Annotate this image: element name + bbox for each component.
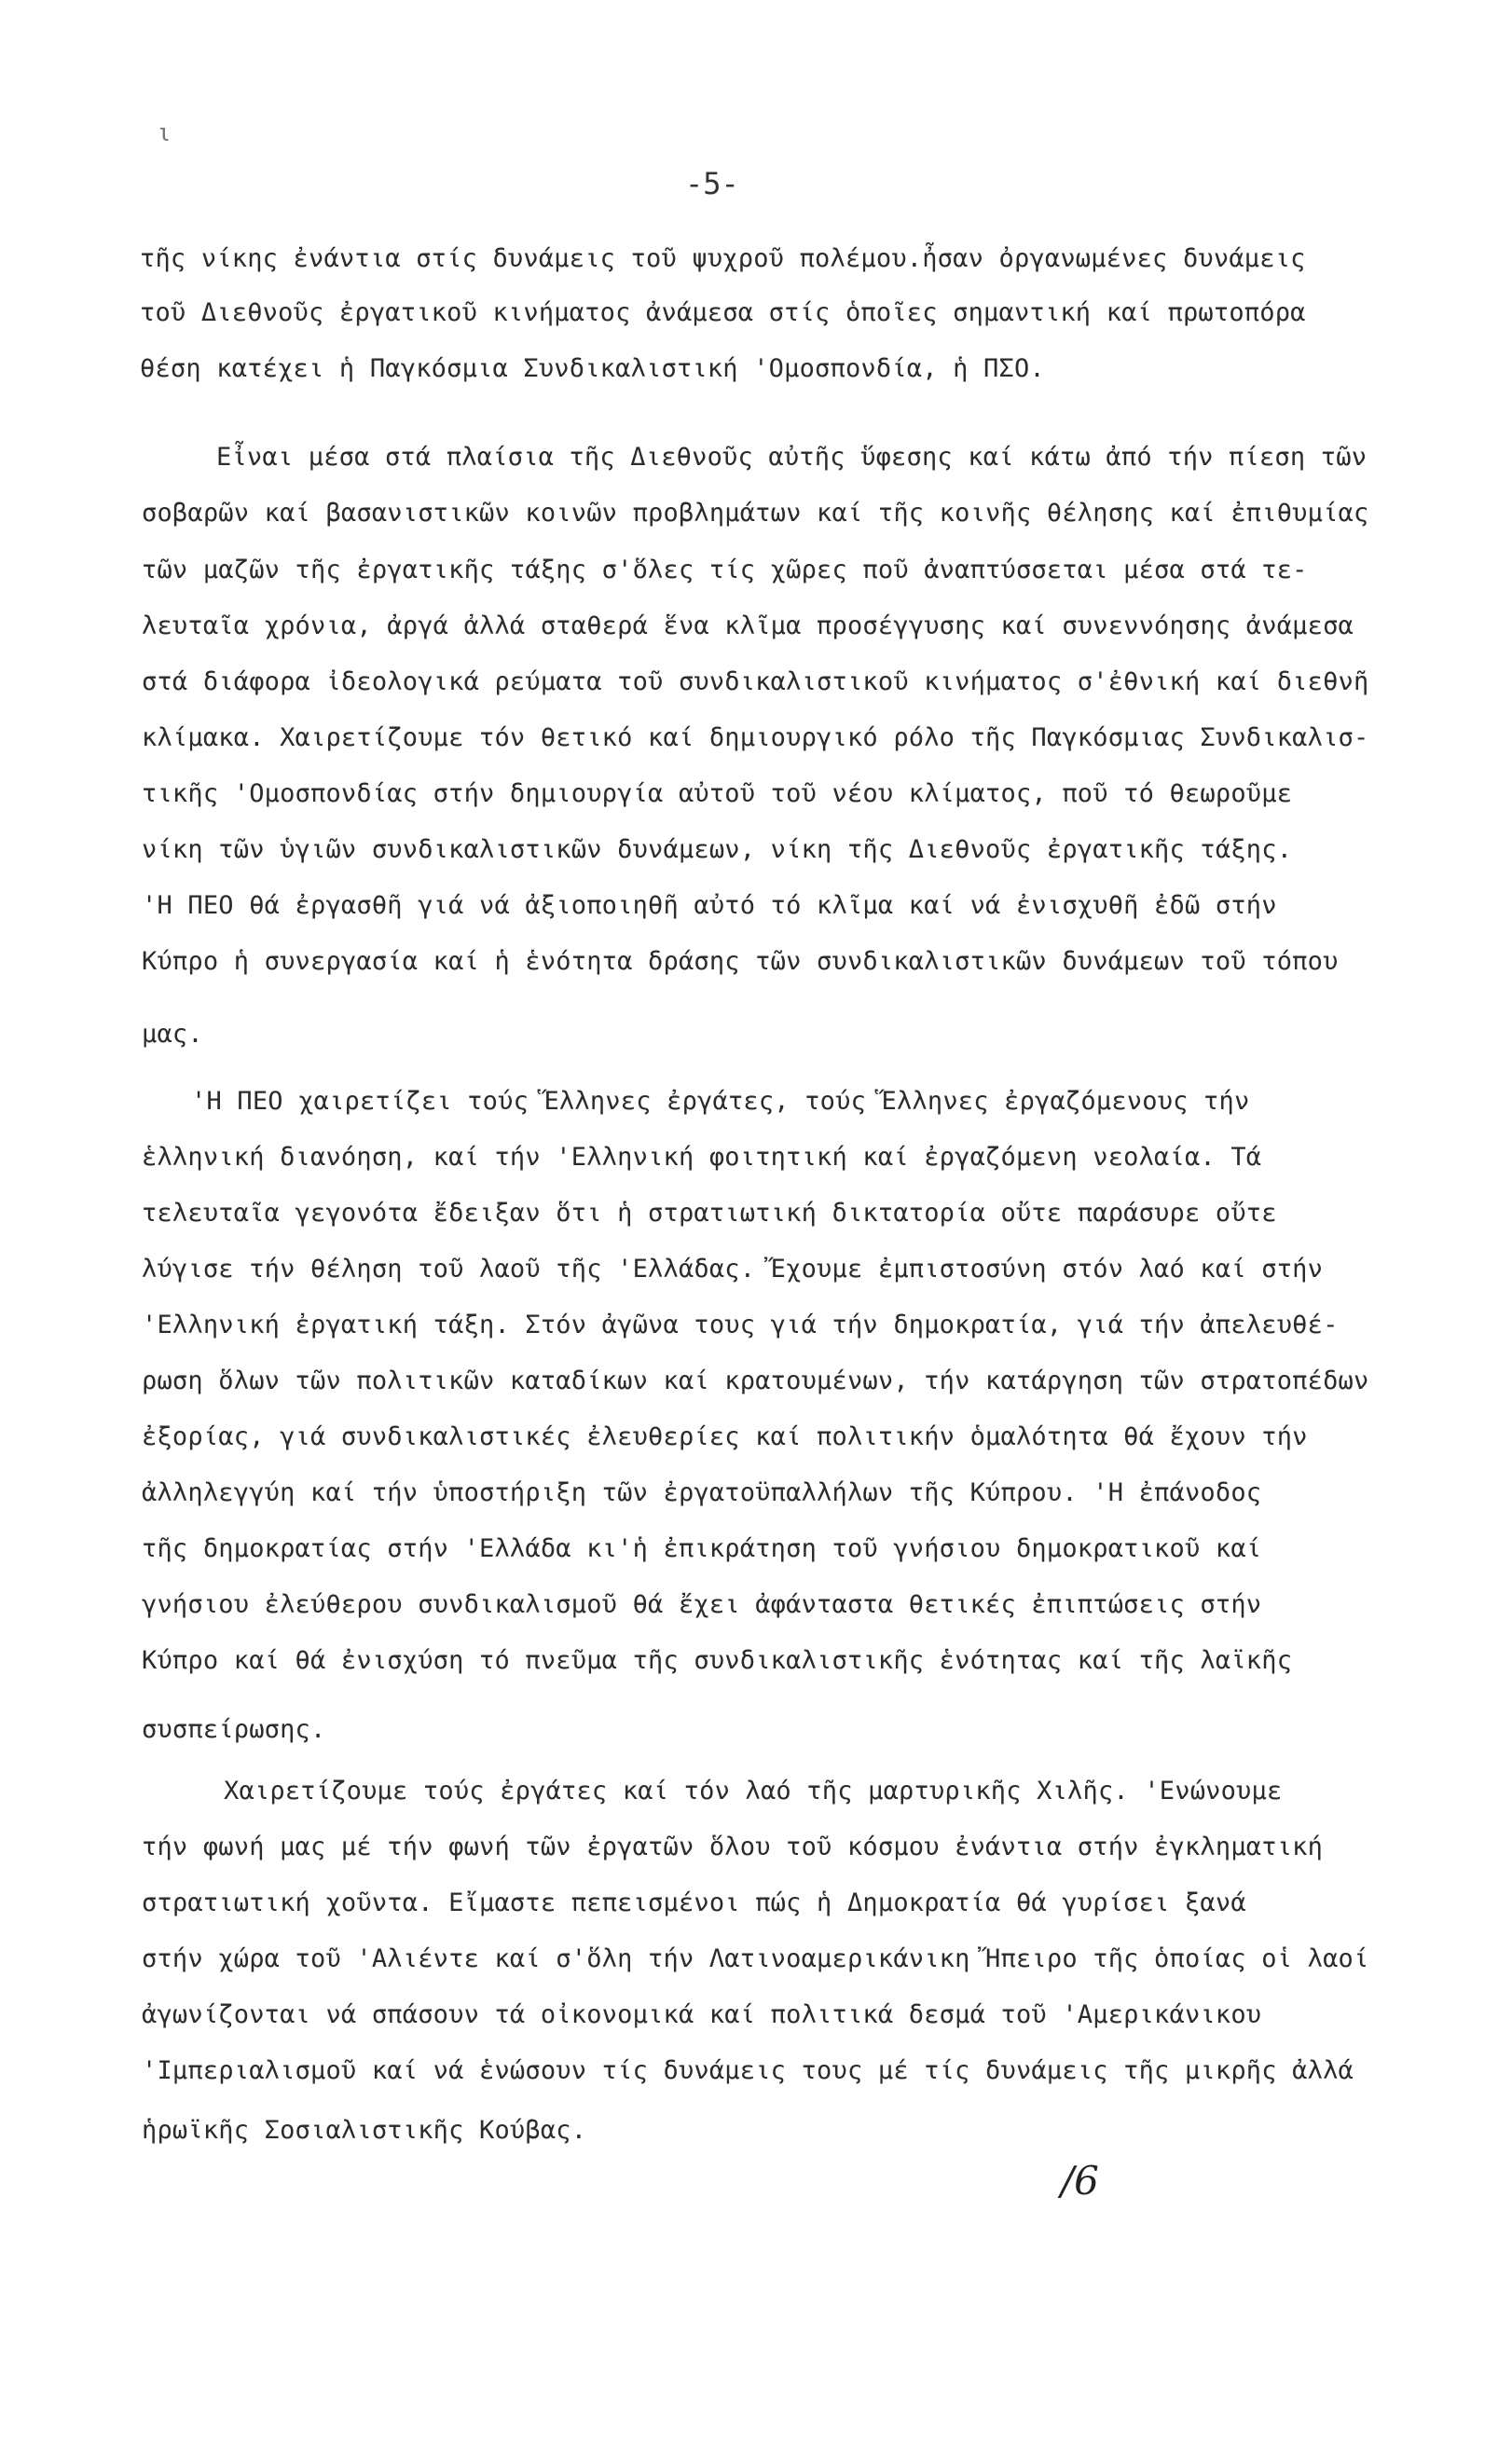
paragraph-3-line-10: γνήσιου ἐλεύθερου συνδικαλισμοῦ θά ἔχει ἀφάνταστα θετικές ἐπιπτώσεις στήν <box>142 1590 1262 1619</box>
paragraph-4-line-6: 'Ιμπεριαλισμοῦ καί νά ἑνώσουν τίς δυνάμεις τους μέ τίς δυνάμεις τῆς μικρῆς ἀλλά <box>142 2056 1354 2085</box>
paragraph-3-line-9: τῆς δημοκρατίας στήν 'Ελλάδα κι'ἡ ἐπικράτηση τοῦ γνήσιου δημοκρατικοῦ καί <box>142 1534 1262 1563</box>
paragraph-3-line-2: ἑλληνική διανόηση, καί τήν 'Ελληνική φοιτητική καί ἐργαζόμενη νεολαία. Τά <box>142 1143 1262 1172</box>
paragraph-2-line-1: Εἶναι μέσα στά πλαίσια τῆς Διεθνοῦς αὐτῆς ὕφεσης καί κάτω ἀπό τήν πίεση τῶν <box>216 443 1368 472</box>
paragraph-3-line-7: ἐξορίας, γιά συνδικαλιστικές ἐλευθερίες καί πολιτικήν ὁμαλότητα θά ἔχουν τήν <box>142 1422 1308 1451</box>
paragraph-3-line-11: Κύπρο καί θά ἐνισχύση τό πνεῦμα τῆς συνδικαλιστικῆς ἑνότητας καί τῆς λαϊκῆς <box>142 1646 1293 1675</box>
paragraph-3-line-3: τελευταῖα γεγονότα ἔδειξαν ὅτι ἡ στρατιωτική δικτατορία οὔτε παράσυρε οὔτε <box>142 1199 1277 1228</box>
paragraph-4-line-5: ἀγωνίζονται νά σπάσουν τά οἰκονομικά καί πολιτικά δεσμά τοῦ 'Αμερικάνικου <box>142 2000 1262 2029</box>
paragraph-4-line-4: στήν χώρα τοῦ 'Αλιέντε καί σ'ὅλη τήν Λατινοαμερικάνικη Ἤπειρο τῆς ὁποίας οἱ λαοί <box>142 1944 1369 1973</box>
paragraph-1-line-2: τοῦ Διεθνοῦς ἐργατικοῦ κινήματος ἀνάμεσα στίς ὁποῖες σημαντική καί πρωτοπόρα <box>140 298 1306 327</box>
paragraph-3-line-12: συσπείρωσης. <box>142 1715 326 1744</box>
paragraph-3-line-6: ρωση ὅλων τῶν πολιτικῶν καταδίκων καί κρατουμένων, τήν κατάργηση τῶν στρατοπέδων <box>142 1366 1369 1395</box>
paragraph-2-line-11: μας. <box>142 1020 203 1049</box>
paragraph-2-line-3: τῶν μαζῶν τῆς ἐργατικῆς τάξης σ'ὅλες τίς χῶρες ποῦ ἀναπτύσσεται μέσα στά τε- <box>142 556 1308 584</box>
paragraph-2-line-8: νίκη τῶν ὑγιῶν συνδικαλιστικῶν δυνάμεων, νίκη τῆς Διεθνοῦς ἐργατικῆς τάξης. <box>142 835 1293 864</box>
paragraph-4-line-2: τήν φωνή μας μέ τήν φωνή τῶν ἐργατῶν ὅλου τοῦ κόσμου ἐνάντια στήν ἐγκληματική <box>142 1833 1324 1861</box>
paragraph-2-line-5: στά διάφορα ἰδεολογικά ρεύματα τοῦ συνδικαλιστικοῦ κινήματος σ'ἐθνική καί διεθνῆ <box>142 667 1369 696</box>
paragraph-2-line-2: σοβαρῶν καί βασανιστικῶν κοινῶν προβλημάτων καί τῆς κοινῆς θέλησης καί ἐπιθυμίας <box>142 499 1369 528</box>
paragraph-2-line-4: λευταῖα χρόνια, ἀργά ἀλλά σταθερά ἕνα κλῖμα προσέγγυσης καί συνεννόησης ἀνάμεσα <box>142 611 1354 640</box>
paragraph-3-line-4: λύγισε τήν θέληση τοῦ λαοῦ τῆς 'Ελλάδας. Ἔχουμε ἐμπιστοσύνη στόν λαό καί στήν <box>142 1255 1324 1284</box>
paragraph-2-line-6: κλίμακα. Χαιρετίζουμε τόν θετικό καί δημιουργικό ρόλο τῆς Παγκόσμιας Συνδικαλισ- <box>142 723 1369 752</box>
paragraph-2-line-7: τικῆς 'Ομοσπονδίας στήν δημιουργία αὐτοῦ τοῦ νέου κλίματος, ποῦ τό θεωροῦμε <box>142 779 1293 808</box>
continuation-marker: /6 <box>1061 2158 1099 2204</box>
paragraph-3-line-8: ἀλληλεγγύη καί τήν ὑποστήριξη τῶν ἐργατοϋπαλλήλων τῆς Κύπρου. 'Η ἐπάνοδος <box>142 1478 1262 1507</box>
page-number: -5- <box>685 166 739 201</box>
paragraph-4-line-1: Χαιρετίζουμε τούς ἐργάτες καί τόν λαό τῆς μαρτυρικῆς Χιλῆς. 'Ενώνουμε <box>224 1777 1283 1806</box>
paragraph-3-line-5: 'Ελληνική ἐργατική τάξη. Στόν ἀγῶνα τους γιά τήν δημοκρατία, γιά τήν ἀπελευθέ- <box>142 1311 1339 1339</box>
paragraph-1-line-3: θέση κατέχει ἡ Παγκόσμια Συνδικαλιστική 'Ομοσπονδία, ἡ ΠΣΟ. <box>140 354 1045 383</box>
paragraph-2-line-10: Κύπρο ἡ συνεργασία καί ἡ ἑνότητα δράσης τῶν συνδικαλιστικῶν δυνάμεων τοῦ τόπου <box>142 947 1339 976</box>
paragraph-2-line-9: 'Η ΠΕΟ θά ἐργασθῆ γιά νά ἀξιοποιηθῆ αὐτό τό κλῖμα καί νά ἐνισχυθῆ ἐδῶ στήν <box>142 891 1277 920</box>
paragraph-4-line-3: στρατιωτική χοῦντα. Εἴμαστε πεπεισμένοι πώς ἡ Δημοκρατία θά γυρίσει ξανά <box>142 1888 1246 1917</box>
corner-mark: ι <box>157 119 172 147</box>
paragraph-1-line-1: τῆς νίκης ἐνάντια στίς δυνάμεις τοῦ ψυχροῦ πολέμου.ἦσαν ὀργανωμένες δυνάμεις <box>140 244 1306 273</box>
paragraph-3-line-1: 'Η ΠΕΟ χαιρετίζει τούς Ἕλληνες ἐργάτες, τούς Ἕλληνες ἐργαζόμενους τήν <box>191 1087 1250 1116</box>
paragraph-4-line-7: ἡρωϊκῆς Σοσιαλιστικῆς Κούβας. <box>142 2116 587 2145</box>
